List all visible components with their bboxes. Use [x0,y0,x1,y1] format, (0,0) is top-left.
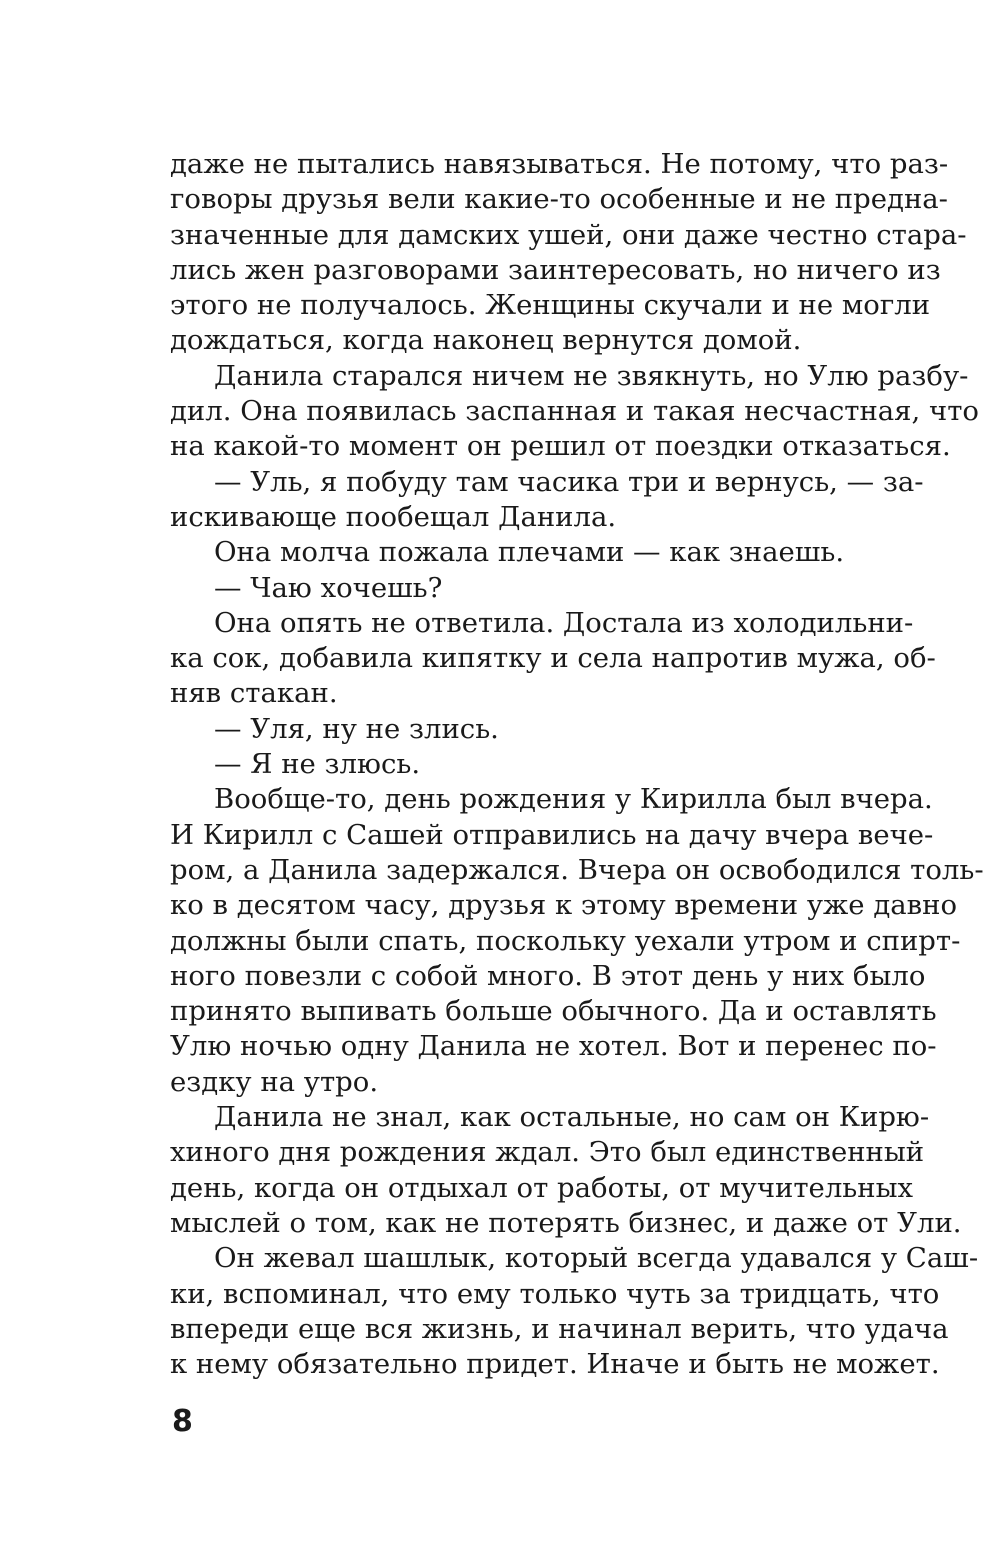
text-line: ром, а Данила задержался. Вчера он освободился толь- [170,853,984,886]
text-line: — Чаю хочешь? [214,571,443,604]
text-line: Она молча пожала плечами — как знаешь. [214,536,845,569]
text-line: Вообще-то, день рождения у Кирилла был вчера. [214,783,933,816]
text-line: хиного дня рождения ждал. Это был единственный [170,1136,925,1169]
text-line: Данила не знал, как остальные, но сам он Кирю- [214,1101,930,1134]
text-line: значенные для дамских ушей, они даже честно стара- [170,218,967,251]
text-line: няв стакан. [170,677,338,710]
text-line: впереди еще вся жизнь, и начинал верить, что удача [170,1312,949,1345]
text-line: говоры друзья вели какие-то особенные и не предна- [170,183,948,216]
text-line: на какой-то момент он решил от поездки отказаться. [170,430,951,463]
text-line: ка сок, добавила кипятку и села напротив мужа, об- [170,642,936,675]
text-line: Данила старался ничем не звякнуть, но Улю разбу- [214,359,969,392]
text-line: Она опять не ответила. Достала из холодильни- [214,606,914,639]
text-line: — Уля, ну не злись. [214,712,499,745]
text-line: мыслей о том, как не потерять бизнес, и даже от Ули. [170,1206,962,1239]
text-line: ко в десятом часу, друзья к этому времени уже давно [170,889,958,922]
body-text [170,147,984,1382]
text-line: искивающе пообещал Данила. [170,500,617,533]
text-line: даже не пытались навязываться. Не потому, что раз- [170,148,949,180]
text-line: — Уль, я побуду там часика три и вернусь, — за- [214,465,924,498]
text-line: Улю ночью одну Данила не хотел. Вот и перенес по- [170,1030,937,1063]
text-line: лись жен разговорами заинтересовать, но ничего из [170,253,941,286]
text-line: Он жевал шашлык, который всегда удавался у Саш- [214,1242,979,1275]
page-number: 8 [172,1404,193,1439]
text-line: — Я не злюсь. [214,748,421,781]
text-line: к нему обязательно придет. Иначе и быть не может. [170,1348,940,1381]
text-line: ездку на утро. [170,1065,379,1098]
text-line: день, когда он отдыхал от работы, от мучительных [170,1171,913,1204]
text-line: дил. Она появилась заспанная и такая несчастная, что [170,395,979,428]
text-line: дождаться, когда наконец вернутся домой. [170,324,802,357]
text-line: должны были спать, поскольку уехали утром и спирт- [170,924,961,957]
text-line: ки, вспоминал, что ему только чуть за тридцать, что [170,1277,940,1310]
text-line: этого не получалось. Женщины скучали и не могли [170,289,931,322]
text-line: ного повезли с собой много. В этот день у них было [170,959,926,992]
text-line: И Кирилл с Сашей отправились на дачу вчера вече- [170,818,934,851]
text-line: принято выпивать больше обычного. Да и оставлять [170,995,937,1028]
